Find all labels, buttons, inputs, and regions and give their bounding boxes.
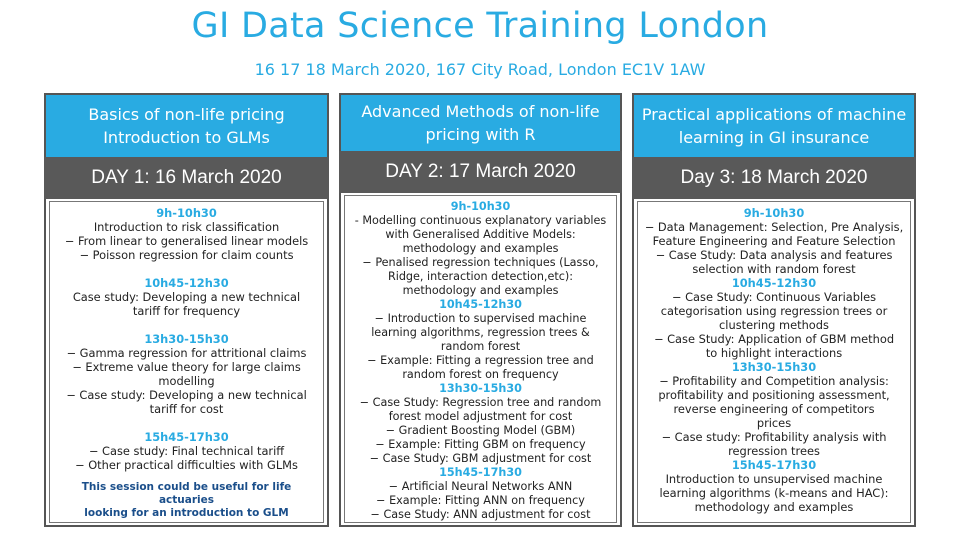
agenda-line: random forest (440, 340, 521, 353)
agenda-line: − Extreme value theory for large claims (72, 360, 301, 374)
agenda-line: prices (756, 416, 792, 430)
agenda-line: tariff for frequency (132, 304, 241, 318)
day1-time-slot: 13h30-15h30 (144, 332, 229, 346)
day3-heading (634, 95, 914, 157)
agenda-line: Introduction to unsupervised machine (665, 472, 883, 486)
page-title: GI Data Science Training London (191, 6, 769, 46)
agenda-line: methodology and examples (402, 242, 559, 255)
agenda-line: Introduction to risk classification (93, 220, 280, 234)
agenda-line: − Case study: Developing a new technical (66, 388, 307, 402)
day1-heading (46, 95, 327, 157)
day3-time-slot: 15h45-17h30 (731, 458, 817, 472)
agenda-line: Ridge, interaction detection,etc): (387, 270, 574, 283)
agenda-line: methodology and examples (694, 500, 854, 514)
agenda-line: − Example: Fitting GBM on frequency (375, 438, 586, 451)
day3-date-bar: Day 3: 18 March 2020 (632, 157, 916, 199)
agenda-line: learning algorithms, regression trees & (371, 326, 590, 339)
agenda-line: Case study: Developing a new technical (72, 290, 301, 304)
agenda-line: − Case Study: GBM adjustment for cost (369, 452, 592, 465)
day3-time-slot: 9h-10h30 (743, 206, 805, 220)
agenda-line: forest model adjustment for cost (388, 410, 573, 423)
day2-time-slot: 15h45-17h30 (439, 466, 522, 479)
page-subtitle: 16 17 18 March 2020, 167 City Road, London EC1V 1AW (254, 60, 706, 79)
day1-date-bar: DAY 1: 16 March 2020 (44, 157, 329, 199)
agenda-line: − Profitability and Competition analysis: (659, 374, 889, 388)
day2-agenda (344, 195, 617, 523)
agenda-line: − Example: Fitting ANN on frequency (376, 494, 585, 507)
agenda-line: − From linear to generalised linear models (64, 234, 309, 248)
agenda-line: − Case Study: Continuous Variables (671, 290, 877, 304)
day3-time-slot: 10h45-12h30 (731, 276, 817, 290)
agenda-line: − Introduction to supervised machine (374, 312, 587, 325)
day1-column (44, 93, 329, 527)
agenda-line: − Case study: Final technical tariff (88, 444, 285, 458)
day1-note (53, 481, 320, 520)
agenda-line: − Case Study: Application of GBM method (653, 332, 895, 346)
day2-time-slot: 13h30-15h30 (439, 382, 522, 395)
agenda-line: clustering methods (719, 318, 829, 332)
agenda-line: selection with random forest (692, 262, 856, 276)
agenda-line: to highlight interactions (705, 346, 843, 360)
day1-time-slot: 10h45-12h30 (144, 276, 229, 290)
agenda-line: learning algorithms (k-means and HAC): (659, 486, 889, 500)
agenda-line: − Gradient Boosting Model (GBM) (385, 424, 576, 437)
agenda-line: methodology and examples (402, 284, 559, 297)
agenda-line: profitability and positioning assessment, (658, 388, 890, 402)
day3-column (632, 93, 916, 527)
agenda-line: categorisation using regression trees or (660, 304, 888, 318)
day2-heading (341, 95, 620, 151)
agenda-line: − Case Study: Data analysis and features (655, 248, 893, 262)
agenda-line: − Example: Fitting a regression tree and (367, 354, 594, 367)
agenda-line: Feature Engineering and Feature Selection (652, 234, 896, 248)
day3-heading-line: learning in GI insurance (678, 128, 870, 147)
day2-date-bar: DAY 2: 17 March 2020 (339, 151, 622, 193)
agenda-line: − Case Study: Regression tree and random (359, 396, 602, 409)
agenda-line: − Case Study: ANN adjustment for cost (370, 508, 591, 521)
day1-time-slot: 15h45-17h30 (144, 430, 229, 444)
day2-time-slot: 10h45-12h30 (439, 298, 522, 311)
note-line: This session could be useful for life actuaries (81, 481, 292, 506)
agenda-line: − Case study: Profitability analysis with (661, 430, 887, 444)
agenda-line: regression trees (728, 444, 820, 458)
agenda-line: − Artificial Neural Networks ANN (388, 480, 573, 493)
agenda-line: modelling (158, 374, 215, 388)
day2-heading-line: Advanced Methods of non-life (361, 102, 600, 121)
agenda-line: − Other practical difficulties with GLMs (75, 458, 298, 472)
note-line: looking for an introduction to GLM (84, 507, 289, 519)
agenda-line: − Penalised regression techniques (Lasso, (362, 256, 599, 269)
agenda-line: random forest on frequency (402, 368, 559, 381)
day1-time-slot: 9h-10h30 (156, 206, 217, 220)
day3-heading-line: Practical applications of machine (641, 105, 907, 124)
day2-time-slot: 9h-10h30 (450, 200, 511, 213)
agenda-line: reverse engineering of competitors (673, 402, 875, 416)
agenda-line: tariff for cost (149, 402, 224, 416)
agenda-line: − Gamma regression for attritional claims (66, 346, 307, 360)
day1-agenda (49, 201, 324, 523)
day1-heading-line: Introduction to GLMs (103, 128, 270, 147)
agenda-line: with Generalised Additive Models: (385, 228, 576, 241)
day2-heading-line: pricing with R (425, 125, 536, 144)
agenda-line: − Data Management: Selection, Pre Analysis, (644, 220, 904, 234)
day2-column (339, 93, 622, 527)
agenda-line: − Poisson regression for claim counts (79, 248, 294, 262)
agenda-line: - Modelling continuous explanatory variables (354, 214, 607, 227)
day3-time-slot: 13h30-15h30 (731, 360, 817, 374)
day3-agenda (637, 201, 911, 523)
day1-heading-line: Basics of non-life pricing (88, 105, 285, 124)
